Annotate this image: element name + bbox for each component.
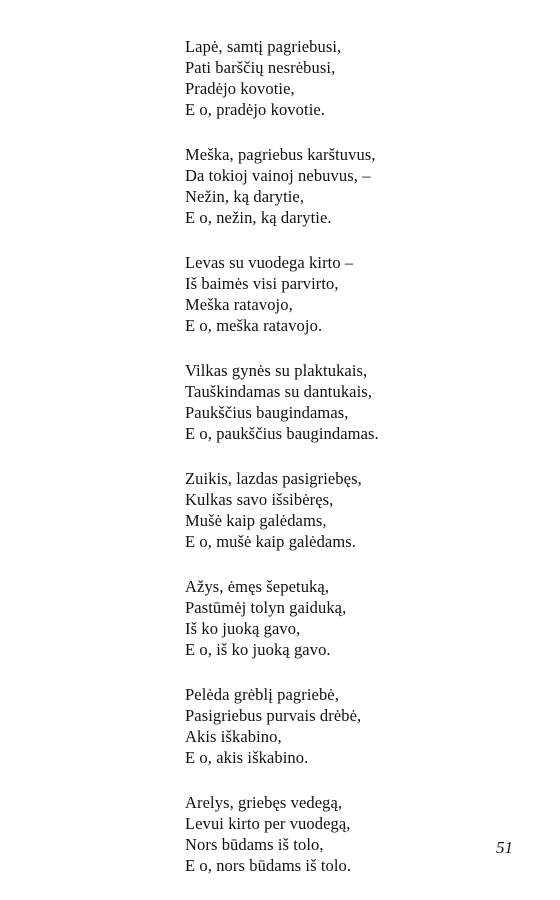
poem-line: Da tokioj vainoj nebuvus, – <box>185 166 371 185</box>
poem-line: Arelys, griebęs vedegą, <box>185 793 343 812</box>
poem-line: Zuikis, lazdas pasigriebęs, <box>185 469 362 488</box>
poem-line: Pelėda grėblį pagriebė, <box>185 685 339 704</box>
poem-line: E o, iš ko juoką gavo. <box>185 640 331 659</box>
poem <box>185 36 525 900</box>
page-number: 51 <box>496 838 513 857</box>
poem-line: Pati barščių nesrėbusi, <box>185 58 336 77</box>
stanza-3 <box>185 252 525 336</box>
poem-line: Pradėjo kovotie, <box>185 79 295 98</box>
poem-line: Meška ratavojo, <box>185 295 293 314</box>
stanza-1 <box>185 36 525 120</box>
poem-line: Ažys, ėmęs šepetuką, <box>185 577 330 596</box>
stanza-4 <box>185 360 525 444</box>
poem-line: Meška, pagriebus karštuvus, <box>185 145 376 164</box>
poem-line: Vilkas gynės su plaktukais, <box>185 361 368 380</box>
stanza-2 <box>185 144 525 228</box>
poem-line: Paukščius baugindamas, <box>185 403 349 422</box>
poem-line: Iš ko juoką gavo, <box>185 619 301 638</box>
poem-line: Kulkas savo išsibėręs, <box>185 490 334 509</box>
stanza-8 <box>185 792 525 876</box>
poem-line: Mušė kaip galėdams, <box>185 511 327 530</box>
poem-line: Pastūmėj tolyn gaiduką, <box>185 598 347 617</box>
poem-line: Akis iškabino, <box>185 727 282 746</box>
stanza-6 <box>185 576 525 660</box>
poem-line: E o, akis iškabino. <box>185 748 309 767</box>
poem-line: E o, paukščius baugindamas. <box>185 424 379 443</box>
poem-line: Nežin, ką darytie, <box>185 187 305 206</box>
stanza-5 <box>185 468 525 552</box>
poem-line: E o, pradėjo kovotie. <box>185 100 326 119</box>
stanza-7 <box>185 684 525 768</box>
poem-line: E o, nors būdams iš tolo. <box>185 856 352 875</box>
poem-line: Levui kirto per vuodegą, <box>185 814 351 833</box>
poem-line: E o, meška ratavojo. <box>185 316 323 335</box>
poem-line: E o, mušė kaip galėdams. <box>185 532 357 551</box>
poem-line: Levas su vuodega kirto – <box>185 253 354 272</box>
poem-line: Tauškindamas su dantukais, <box>185 382 373 401</box>
poem-line: Lapė, samtį pagriebusi, <box>185 37 342 56</box>
poem-line: E o, nežin, ką darytie. <box>185 208 332 227</box>
poem-line: Pasigriebus purvais drėbė, <box>185 706 362 725</box>
poem-line: Nors būdams iš tolo, <box>185 835 324 854</box>
poem-line: Iš baimės visi parvirto, <box>185 274 339 293</box>
